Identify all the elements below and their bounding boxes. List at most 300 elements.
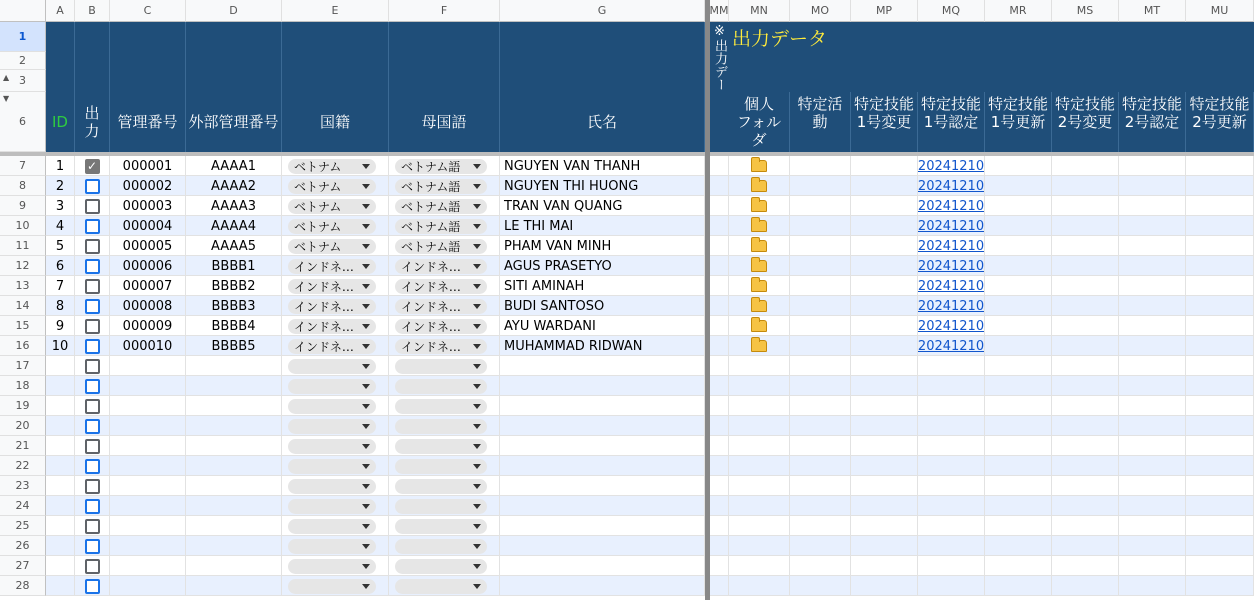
dropdown-chip[interactable] bbox=[288, 159, 376, 174]
cell-g1-henkou[interactable] bbox=[851, 576, 918, 596]
cell-g2-koshin[interactable] bbox=[1186, 516, 1254, 536]
row-header[interactable]: 11 bbox=[0, 236, 46, 256]
cell-output-checkbox[interactable] bbox=[75, 336, 110, 356]
dropdown-chip[interactable] bbox=[395, 559, 487, 574]
checkbox[interactable] bbox=[85, 419, 100, 434]
cell-g2-nintei[interactable] bbox=[1119, 236, 1186, 256]
cell-gaibu-kanri-bangou[interactable] bbox=[186, 476, 282, 496]
cell-id[interactable]: 5 bbox=[46, 236, 75, 256]
row-header[interactable]: 10 bbox=[0, 216, 46, 236]
cell-g1-nintei[interactable] bbox=[918, 156, 985, 176]
cell-g1-nintei[interactable] bbox=[918, 336, 985, 356]
cell-gaibu-kanri-bangou[interactable]: AAAA2 bbox=[186, 176, 282, 196]
checkbox[interactable] bbox=[85, 339, 100, 354]
cell-g1-koshin[interactable] bbox=[985, 176, 1052, 196]
frozen-columns-divider[interactable] bbox=[705, 0, 710, 600]
cell-g2-nintei[interactable] bbox=[1119, 496, 1186, 516]
cell-kokuseki[interactable] bbox=[282, 236, 389, 256]
cell-g1-koshin[interactable] bbox=[985, 536, 1052, 556]
row-header[interactable]: 24 bbox=[0, 496, 46, 516]
cell-output-checkbox[interactable] bbox=[75, 156, 110, 176]
cell-mm[interactable] bbox=[710, 376, 729, 396]
dropdown-chip[interactable] bbox=[395, 259, 487, 274]
checkbox[interactable] bbox=[85, 259, 100, 274]
date-link[interactable]: 20241210 bbox=[918, 278, 985, 294]
checkbox[interactable] bbox=[85, 479, 100, 494]
cell-g2-nintei[interactable] bbox=[1119, 376, 1186, 396]
cell-kanri-bangou[interactable] bbox=[110, 436, 186, 456]
cell-output-checkbox[interactable] bbox=[75, 176, 110, 196]
cell-gaibu-kanri-bangou[interactable]: AAAA3 bbox=[186, 196, 282, 216]
dropdown-chip[interactable] bbox=[288, 259, 376, 274]
dropdown-chip[interactable] bbox=[288, 299, 376, 314]
cell-g1-nintei[interactable] bbox=[918, 296, 985, 316]
cell-output-checkbox[interactable] bbox=[75, 236, 110, 256]
cell-output-checkbox[interactable] bbox=[75, 376, 110, 396]
row-header[interactable]: 7 bbox=[0, 156, 46, 176]
cell-g2-nintei[interactable] bbox=[1119, 256, 1186, 276]
cell-g2-koshin[interactable] bbox=[1186, 376, 1254, 396]
cell-gaibu-kanri-bangou[interactable] bbox=[186, 576, 282, 596]
cell-id[interactable]: 10 bbox=[46, 336, 75, 356]
folder-icon[interactable] bbox=[751, 300, 767, 312]
cell-shimei[interactable] bbox=[500, 436, 705, 456]
cell-kokuseki[interactable] bbox=[282, 176, 389, 196]
date-link[interactable]: 20241210 bbox=[918, 178, 985, 194]
cell-g1-henkou[interactable] bbox=[851, 236, 918, 256]
cell-output-checkbox[interactable] bbox=[75, 556, 110, 576]
cell-g2-henkou[interactable] bbox=[1052, 256, 1119, 276]
cell-kanri-bangou[interactable] bbox=[110, 536, 186, 556]
cell-output-checkbox[interactable] bbox=[75, 296, 110, 316]
checkbox[interactable] bbox=[85, 519, 100, 534]
cell-kokuseki[interactable] bbox=[282, 296, 389, 316]
cell-tokutei-katsudo[interactable] bbox=[790, 496, 851, 516]
row-header-1[interactable]: 1 bbox=[0, 22, 46, 52]
dropdown-arrow-icon[interactable] bbox=[473, 284, 481, 289]
row-header[interactable]: 23 bbox=[0, 476, 46, 496]
dropdown-arrow-icon[interactable] bbox=[362, 464, 370, 469]
dropdown-arrow-icon[interactable] bbox=[473, 164, 481, 169]
cell-kokuseki[interactable] bbox=[282, 516, 389, 536]
cell-shimei[interactable]: BUDI SANTOSO bbox=[500, 296, 705, 316]
cell-shimei[interactable]: AYU WARDANI bbox=[500, 316, 705, 336]
cell-g2-henkou[interactable] bbox=[1052, 536, 1119, 556]
dropdown-arrow-icon[interactable] bbox=[362, 344, 370, 349]
cell-g1-koshin[interactable] bbox=[985, 416, 1052, 436]
cell-mm[interactable] bbox=[710, 516, 729, 536]
cell-g1-henkou[interactable] bbox=[851, 156, 918, 176]
cell-g2-henkou[interactable] bbox=[1052, 516, 1119, 536]
cell-gaibu-kanri-bangou[interactable] bbox=[186, 536, 282, 556]
cell-g1-nintei[interactable] bbox=[918, 556, 985, 576]
cell-shimei[interactable] bbox=[500, 396, 705, 416]
dropdown-chip[interactable] bbox=[288, 479, 376, 494]
cell-id[interactable] bbox=[46, 556, 75, 576]
cell-g1-nintei[interactable] bbox=[918, 476, 985, 496]
row-header[interactable]: 15 bbox=[0, 316, 46, 336]
dropdown-chip[interactable] bbox=[288, 179, 376, 194]
cell-shimei[interactable] bbox=[500, 516, 705, 536]
cell-tokutei-katsudo[interactable] bbox=[790, 556, 851, 576]
cell-g1-henkou[interactable] bbox=[851, 196, 918, 216]
row-header[interactable]: 9 bbox=[0, 196, 46, 216]
cell-g1-koshin[interactable] bbox=[985, 156, 1052, 176]
cell-kanri-bangou[interactable]: 000010 bbox=[110, 336, 186, 356]
dropdown-arrow-icon[interactable] bbox=[473, 504, 481, 509]
cell-shimei[interactable]: PHAM VAN MINH bbox=[500, 236, 705, 256]
dropdown-chip[interactable] bbox=[288, 579, 376, 594]
cell-g1-koshin[interactable] bbox=[985, 236, 1052, 256]
folder-icon[interactable] bbox=[751, 260, 767, 272]
row-header[interactable]: 8 bbox=[0, 176, 46, 196]
row-header[interactable]: 19 bbox=[0, 396, 46, 416]
cell-kokuseki[interactable] bbox=[282, 276, 389, 296]
cell-kanri-bangou[interactable]: 000006 bbox=[110, 256, 186, 276]
cell-gaibu-kanri-bangou[interactable]: BBBB1 bbox=[186, 256, 282, 276]
cell-id[interactable]: 4 bbox=[46, 216, 75, 236]
cell-mm[interactable] bbox=[710, 216, 729, 236]
cell-kojin-folder[interactable] bbox=[729, 156, 790, 176]
cell-g2-nintei[interactable] bbox=[1119, 296, 1186, 316]
cell-tokutei-katsudo[interactable] bbox=[790, 576, 851, 596]
row-group-collapse-icon[interactable]: ▼ bbox=[3, 94, 10, 103]
cell-g2-nintei[interactable] bbox=[1119, 316, 1186, 336]
dropdown-arrow-icon[interactable] bbox=[473, 324, 481, 329]
cell-g1-henkou[interactable] bbox=[851, 176, 918, 196]
folder-icon[interactable] bbox=[751, 160, 767, 172]
cell-mm[interactable] bbox=[710, 456, 729, 476]
dropdown-chip[interactable] bbox=[288, 519, 376, 534]
cell-gaibu-kanri-bangou[interactable] bbox=[186, 376, 282, 396]
dropdown-chip[interactable] bbox=[288, 499, 376, 514]
cell-gaibu-kanri-bangou[interactable] bbox=[186, 436, 282, 456]
dropdown-chip[interactable] bbox=[395, 199, 487, 214]
cell-g2-koshin[interactable] bbox=[1186, 296, 1254, 316]
cell-g2-nintei[interactable] bbox=[1119, 156, 1186, 176]
cell-g2-koshin[interactable] bbox=[1186, 436, 1254, 456]
dropdown-arrow-icon[interactable] bbox=[473, 244, 481, 249]
dropdown-chip[interactable] bbox=[395, 279, 487, 294]
cell-kojin-folder[interactable] bbox=[729, 436, 790, 456]
cell-g1-henkou[interactable] bbox=[851, 396, 918, 416]
cell-kokuseki[interactable] bbox=[282, 556, 389, 576]
cell-kojin-folder[interactable] bbox=[729, 296, 790, 316]
cell-kojin-folder[interactable] bbox=[729, 236, 790, 256]
cell-gaibu-kanri-bangou[interactable]: AAAA5 bbox=[186, 236, 282, 256]
dropdown-arrow-icon[interactable] bbox=[362, 224, 370, 229]
cell-id[interactable] bbox=[46, 436, 75, 456]
cell-output-checkbox[interactable] bbox=[75, 256, 110, 276]
cell-gaibu-kanri-bangou[interactable]: BBBB5 bbox=[186, 336, 282, 356]
row-header[interactable]: 20 bbox=[0, 416, 46, 436]
cell-kanri-bangou[interactable] bbox=[110, 496, 186, 516]
cell-g1-koshin[interactable] bbox=[985, 216, 1052, 236]
cell-id[interactable] bbox=[46, 576, 75, 596]
dropdown-chip[interactable] bbox=[395, 379, 487, 394]
column-header-g[interactable]: G bbox=[500, 0, 705, 22]
cell-kokuseki[interactable] bbox=[282, 496, 389, 516]
cell-g1-koshin[interactable] bbox=[985, 436, 1052, 456]
cell-g1-koshin[interactable] bbox=[985, 456, 1052, 476]
cell-g1-koshin[interactable] bbox=[985, 376, 1052, 396]
cell-bokokugo[interactable] bbox=[389, 216, 500, 236]
cell-g2-koshin[interactable] bbox=[1186, 576, 1254, 596]
column-header-ms[interactable]: MS bbox=[1052, 0, 1119, 22]
cell-g1-nintei[interactable] bbox=[918, 536, 985, 556]
cell-output-checkbox[interactable] bbox=[75, 216, 110, 236]
cell-kokuseki[interactable] bbox=[282, 356, 389, 376]
cell-kokuseki[interactable] bbox=[282, 416, 389, 436]
cell-bokokugo[interactable] bbox=[389, 196, 500, 216]
cell-gaibu-kanri-bangou[interactable] bbox=[186, 496, 282, 516]
cell-tokutei-katsudo[interactable] bbox=[790, 476, 851, 496]
dropdown-chip[interactable] bbox=[288, 359, 376, 374]
cell-kojin-folder[interactable] bbox=[729, 376, 790, 396]
date-link[interactable]: 20241210 bbox=[918, 338, 985, 354]
cell-g1-koshin[interactable] bbox=[985, 356, 1052, 376]
cell-g1-henkou[interactable] bbox=[851, 456, 918, 476]
cell-g1-nintei[interactable] bbox=[918, 196, 985, 216]
dropdown-arrow-icon[interactable] bbox=[473, 464, 481, 469]
cell-kokuseki[interactable] bbox=[282, 436, 389, 456]
dropdown-arrow-icon[interactable] bbox=[362, 504, 370, 509]
cell-g2-nintei[interactable] bbox=[1119, 516, 1186, 536]
cell-mm[interactable] bbox=[710, 396, 729, 416]
cell-g2-henkou[interactable] bbox=[1052, 396, 1119, 416]
cell-kojin-folder[interactable] bbox=[729, 556, 790, 576]
cell-kanri-bangou[interactable] bbox=[110, 476, 186, 496]
dropdown-chip[interactable] bbox=[395, 299, 487, 314]
cell-id[interactable] bbox=[46, 496, 75, 516]
cell-shimei[interactable] bbox=[500, 576, 705, 596]
cell-mm[interactable] bbox=[710, 256, 729, 276]
row-header[interactable]: 14 bbox=[0, 296, 46, 316]
cell-g1-koshin[interactable] bbox=[985, 576, 1052, 596]
checkbox[interactable] bbox=[85, 439, 100, 454]
row-header[interactable]: 22 bbox=[0, 456, 46, 476]
dropdown-arrow-icon[interactable] bbox=[362, 484, 370, 489]
cell-kanri-bangou[interactable]: 000009 bbox=[110, 316, 186, 336]
cell-tokutei-katsudo[interactable] bbox=[790, 196, 851, 216]
cell-g1-henkou[interactable] bbox=[851, 436, 918, 456]
cell-kokuseki[interactable] bbox=[282, 336, 389, 356]
cell-g2-nintei[interactable] bbox=[1119, 276, 1186, 296]
cell-bokokugo[interactable] bbox=[389, 336, 500, 356]
row-header[interactable]: 21 bbox=[0, 436, 46, 456]
row-header-3[interactable]: ▲ 3 bbox=[0, 70, 46, 92]
cell-g1-henkou[interactable] bbox=[851, 316, 918, 336]
date-link[interactable]: 20241210 bbox=[918, 158, 985, 174]
cell-kanri-bangou[interactable]: 000008 bbox=[110, 296, 186, 316]
cell-kokuseki[interactable] bbox=[282, 316, 389, 336]
cell-tokutei-katsudo[interactable] bbox=[790, 376, 851, 396]
dropdown-arrow-icon[interactable] bbox=[362, 584, 370, 589]
cell-mm[interactable] bbox=[710, 196, 729, 216]
cell-kanri-bangou[interactable] bbox=[110, 556, 186, 576]
cell-id[interactable] bbox=[46, 516, 75, 536]
cell-id[interactable] bbox=[46, 456, 75, 476]
cell-bokokugo[interactable] bbox=[389, 556, 500, 576]
column-header-a[interactable]: A bbox=[46, 0, 75, 22]
cell-kojin-folder[interactable] bbox=[729, 396, 790, 416]
dropdown-arrow-icon[interactable] bbox=[473, 224, 481, 229]
row-header[interactable]: 13 bbox=[0, 276, 46, 296]
column-header-d[interactable]: D bbox=[186, 0, 282, 22]
row-header[interactable]: 12 bbox=[0, 256, 46, 276]
cell-g1-koshin[interactable] bbox=[985, 276, 1052, 296]
cell-g2-koshin[interactable] bbox=[1186, 276, 1254, 296]
cell-g2-koshin[interactable] bbox=[1186, 456, 1254, 476]
cell-bokokugo[interactable] bbox=[389, 316, 500, 336]
dropdown-arrow-icon[interactable] bbox=[473, 264, 481, 269]
cell-kanri-bangou[interactable]: 000001 bbox=[110, 156, 186, 176]
row-header[interactable]: 27 bbox=[0, 556, 46, 576]
dropdown-arrow-icon[interactable] bbox=[362, 524, 370, 529]
cell-mm[interactable] bbox=[710, 476, 729, 496]
checkbox[interactable] bbox=[85, 459, 100, 474]
cell-g2-henkou[interactable] bbox=[1052, 216, 1119, 236]
cell-output-checkbox[interactable] bbox=[75, 576, 110, 596]
cell-g1-henkou[interactable] bbox=[851, 536, 918, 556]
cell-tokutei-katsudo[interactable] bbox=[790, 396, 851, 416]
cell-tokutei-katsudo[interactable] bbox=[790, 536, 851, 556]
cell-g2-koshin[interactable] bbox=[1186, 496, 1254, 516]
cell-id[interactable] bbox=[46, 476, 75, 496]
cell-tokutei-katsudo[interactable] bbox=[790, 176, 851, 196]
dropdown-arrow-icon[interactable] bbox=[362, 184, 370, 189]
cell-kojin-folder[interactable] bbox=[729, 476, 790, 496]
cell-g2-henkou[interactable] bbox=[1052, 456, 1119, 476]
checkbox[interactable] bbox=[85, 539, 100, 554]
folder-icon[interactable] bbox=[751, 340, 767, 352]
cell-g1-nintei[interactable] bbox=[918, 256, 985, 276]
dropdown-chip[interactable] bbox=[395, 319, 487, 334]
cell-bokokugo[interactable] bbox=[389, 276, 500, 296]
cell-kanri-bangou[interactable] bbox=[110, 376, 186, 396]
checkbox[interactable] bbox=[85, 279, 100, 294]
dropdown-chip[interactable] bbox=[395, 339, 487, 354]
cell-kojin-folder[interactable] bbox=[729, 216, 790, 236]
cell-g2-henkou[interactable] bbox=[1052, 356, 1119, 376]
cell-gaibu-kanri-bangou[interactable]: AAAA1 bbox=[186, 156, 282, 176]
cell-g1-henkou[interactable] bbox=[851, 296, 918, 316]
cell-id[interactable]: 7 bbox=[46, 276, 75, 296]
cell-g2-koshin[interactable] bbox=[1186, 216, 1254, 236]
cell-g1-koshin[interactable] bbox=[985, 556, 1052, 576]
cell-g2-henkou[interactable] bbox=[1052, 276, 1119, 296]
dropdown-arrow-icon[interactable] bbox=[362, 284, 370, 289]
checkbox[interactable] bbox=[85, 399, 100, 414]
cell-shimei[interactable] bbox=[500, 496, 705, 516]
cell-mm[interactable] bbox=[710, 156, 729, 176]
checkbox[interactable] bbox=[85, 379, 100, 394]
dropdown-chip[interactable] bbox=[288, 539, 376, 554]
cell-g1-koshin[interactable] bbox=[985, 476, 1052, 496]
checkbox[interactable] bbox=[85, 239, 100, 254]
cell-mm[interactable] bbox=[710, 296, 729, 316]
column-header-mo[interactable]: MO bbox=[790, 0, 851, 22]
cell-output-checkbox[interactable] bbox=[75, 436, 110, 456]
cell-g1-henkou[interactable] bbox=[851, 276, 918, 296]
cell-g2-koshin[interactable] bbox=[1186, 176, 1254, 196]
dropdown-arrow-icon[interactable] bbox=[362, 544, 370, 549]
dropdown-arrow-icon[interactable] bbox=[362, 164, 370, 169]
cell-g2-henkou[interactable] bbox=[1052, 416, 1119, 436]
dropdown-chip[interactable] bbox=[288, 319, 376, 334]
cell-g1-henkou[interactable] bbox=[851, 216, 918, 236]
cell-output-checkbox[interactable] bbox=[75, 316, 110, 336]
dropdown-chip[interactable] bbox=[395, 579, 487, 594]
cell-tokutei-katsudo[interactable] bbox=[790, 236, 851, 256]
cell-gaibu-kanri-bangou[interactable] bbox=[186, 356, 282, 376]
dropdown-arrow-icon[interactable] bbox=[362, 384, 370, 389]
row-header[interactable]: 26 bbox=[0, 536, 46, 556]
dropdown-chip[interactable] bbox=[288, 339, 376, 354]
cell-g1-nintei[interactable] bbox=[918, 396, 985, 416]
cell-tokutei-katsudo[interactable] bbox=[790, 256, 851, 276]
cell-g2-koshin[interactable] bbox=[1186, 256, 1254, 276]
dropdown-chip[interactable] bbox=[288, 559, 376, 574]
cell-g2-henkou[interactable] bbox=[1052, 436, 1119, 456]
dropdown-chip[interactable] bbox=[395, 239, 487, 254]
folder-icon[interactable] bbox=[751, 320, 767, 332]
dropdown-arrow-icon[interactable] bbox=[362, 244, 370, 249]
cell-kojin-folder[interactable] bbox=[729, 276, 790, 296]
cell-kojin-folder[interactable] bbox=[729, 356, 790, 376]
cell-shimei[interactable] bbox=[500, 536, 705, 556]
folder-icon[interactable] bbox=[751, 280, 767, 292]
cell-kokuseki[interactable] bbox=[282, 156, 389, 176]
cell-tokutei-katsudo[interactable] bbox=[790, 216, 851, 236]
dropdown-arrow-icon[interactable] bbox=[362, 564, 370, 569]
cell-kanri-bangou[interactable]: 000003 bbox=[110, 196, 186, 216]
cell-g1-nintei[interactable] bbox=[918, 316, 985, 336]
column-header-c[interactable]: C bbox=[110, 0, 186, 22]
cell-kojin-folder[interactable] bbox=[729, 336, 790, 356]
cell-bokokugo[interactable] bbox=[389, 416, 500, 436]
cell-g2-henkou[interactable] bbox=[1052, 336, 1119, 356]
cell-kanri-bangou[interactable] bbox=[110, 516, 186, 536]
checkbox[interactable] bbox=[85, 359, 100, 374]
cell-tokutei-katsudo[interactable] bbox=[790, 156, 851, 176]
cell-mm[interactable] bbox=[710, 336, 729, 356]
checkbox[interactable] bbox=[85, 579, 100, 594]
dropdown-chip[interactable] bbox=[395, 479, 487, 494]
cell-g1-nintei[interactable] bbox=[918, 236, 985, 256]
cell-output-checkbox[interactable] bbox=[75, 396, 110, 416]
cell-g1-nintei[interactable] bbox=[918, 436, 985, 456]
dropdown-arrow-icon[interactable] bbox=[473, 364, 481, 369]
dropdown-chip[interactable] bbox=[395, 219, 487, 234]
cell-g2-henkou[interactable] bbox=[1052, 556, 1119, 576]
cell-g1-nintei[interactable] bbox=[918, 516, 985, 536]
cell-gaibu-kanri-bangou[interactable] bbox=[186, 556, 282, 576]
cell-kojin-folder[interactable] bbox=[729, 196, 790, 216]
cell-kokuseki[interactable] bbox=[282, 456, 389, 476]
cell-bokokugo[interactable] bbox=[389, 356, 500, 376]
dropdown-chip[interactable] bbox=[395, 399, 487, 414]
dropdown-arrow-icon[interactable] bbox=[473, 344, 481, 349]
checkbox[interactable] bbox=[85, 499, 100, 514]
cell-g2-koshin[interactable] bbox=[1186, 196, 1254, 216]
dropdown-chip[interactable] bbox=[288, 379, 376, 394]
cell-kojin-folder[interactable] bbox=[729, 536, 790, 556]
dropdown-chip[interactable] bbox=[288, 419, 376, 434]
dropdown-chip[interactable] bbox=[395, 159, 487, 174]
cell-kanri-bangou[interactable] bbox=[110, 416, 186, 436]
cell-g2-henkou[interactable] bbox=[1052, 496, 1119, 516]
